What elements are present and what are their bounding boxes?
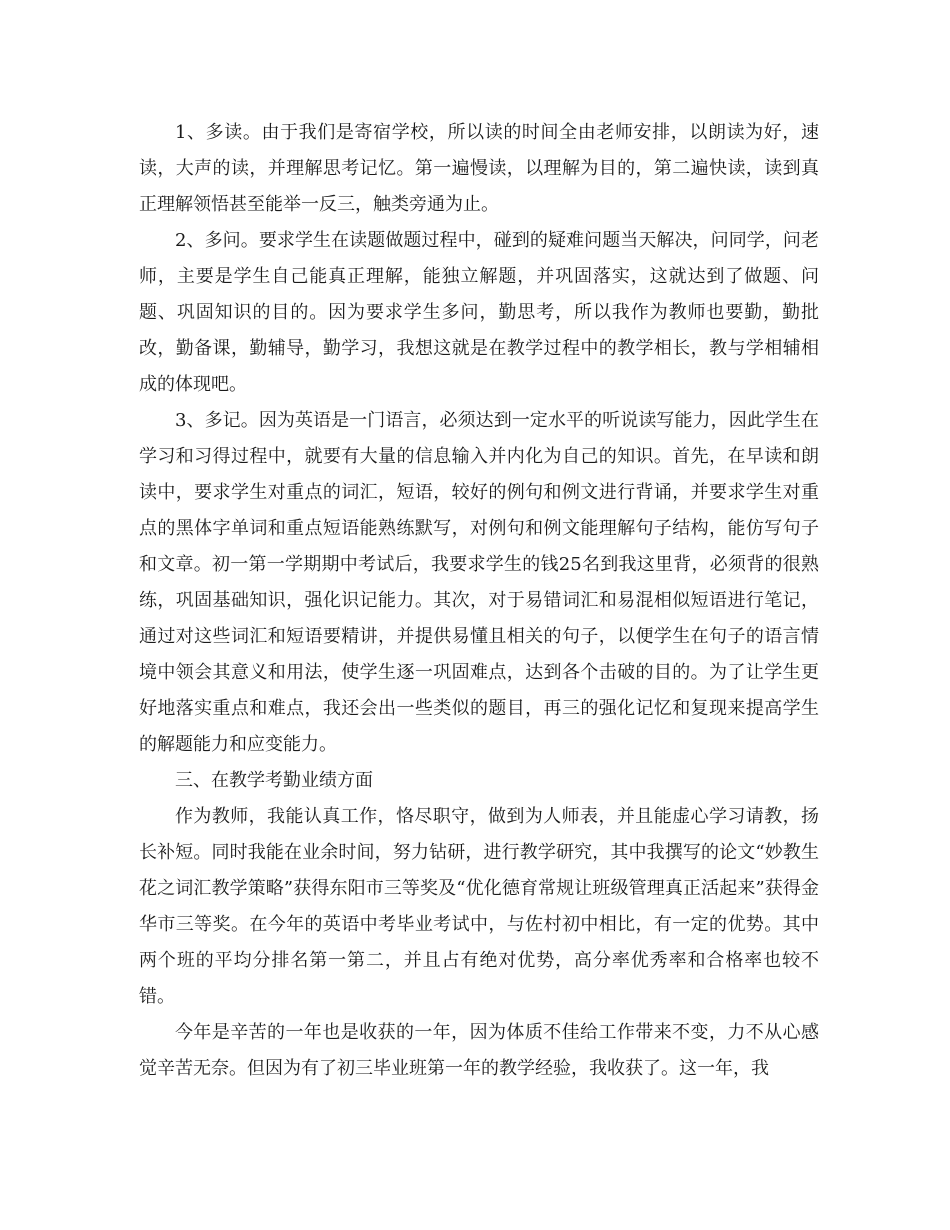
paragraph-achievements: 作为教师，我能认真工作，恪尽职守，做到为人师表，并且能虚心学习请教，扬长补短。同时我能在业余时间，努力钻研，进行教学研究，其中我撰写的论文“妙教生花之词汇教学策略”获得东阳市三等奖及“优化德育常规让班级管理真正活起来”获得金华市三等奖。在今年的英语中考毕业考试中，与佐村初中相比，有一定的优势。其中两个班的平均分排名第一第二，并且占有绝对优势，高分率优秀率和合格率也较不错。: [139, 806, 819, 1007]
paragraph-multi-memorizing: 3、多记。因为英语是一门语言，必须达到一定水平的听说读写能力，因此学生在学习和习得过程中，就要有大量的信息输入并内化为自己的知识。首先，在早读和朗读中，要求学生对重点的词汇，短语，较好的例句和例文进行背诵，并要求学生对重点的黑体字单词和重点短语能熟练默写，对例句和例文能理解句子结构，能仿写句子和文章。初一第一学期期中考试后，我要求学生的钱25名到我这里背，必须背的很熟练，巩固基础知识，强化识记能力。其次，对于易错词汇和易混相似短语进行笔记，通过对这些词汇和短语要精讲，并提供易懂且相关的句子，以便学生在句子的语言情境中领会其意义和用法，使学生逐一巩固难点，达到各个击破的目的。为了让学生更好地落实重点和难点，我还会出一些类似的题目，再三的强化记忆和复现来提高学生的解题能力和应变能力。: [139, 410, 819, 755]
document-body: [139, 115, 819, 1087]
paragraph-multi-asking: 2、多问。要求学生在读题做题过程中，碰到的疑难问题当天解决，问同学，问老师，主要是学生自己能真正理解，能独立解题，并巩固落实，这就达到了做题、问题、巩固知识的目的。因为要求学生多问，勤思考，所以我作为教师也要勤，勤批改，勤备课，勤辅导，勤学习，我想这就是在教学过程中的教学相长，教与学相辅相成的体现吧。: [139, 230, 819, 395]
paragraph-multi-reading: 1、多读。由于我们是寄宿学校，所以读的时间全由老师安排，以朗读为好，速读，大声的读，并理解思考记忆。第一遍慢读，以理解为目的，第二遍快读，读到真正理解领悟甚至能举一反三，触类旁通为止。: [139, 122, 819, 215]
paragraph-year-summary: 今年是辛苦的一年也是收获的一年，因为体质不佳给工作带来不变，力不从心感觉辛苦无奈。但因为有了初三毕业班第一年的教学经验，我收获了。这一年，我: [139, 1022, 819, 1079]
section-heading-attendance: 三、在教学考勤业绩方面: [175, 770, 373, 791]
